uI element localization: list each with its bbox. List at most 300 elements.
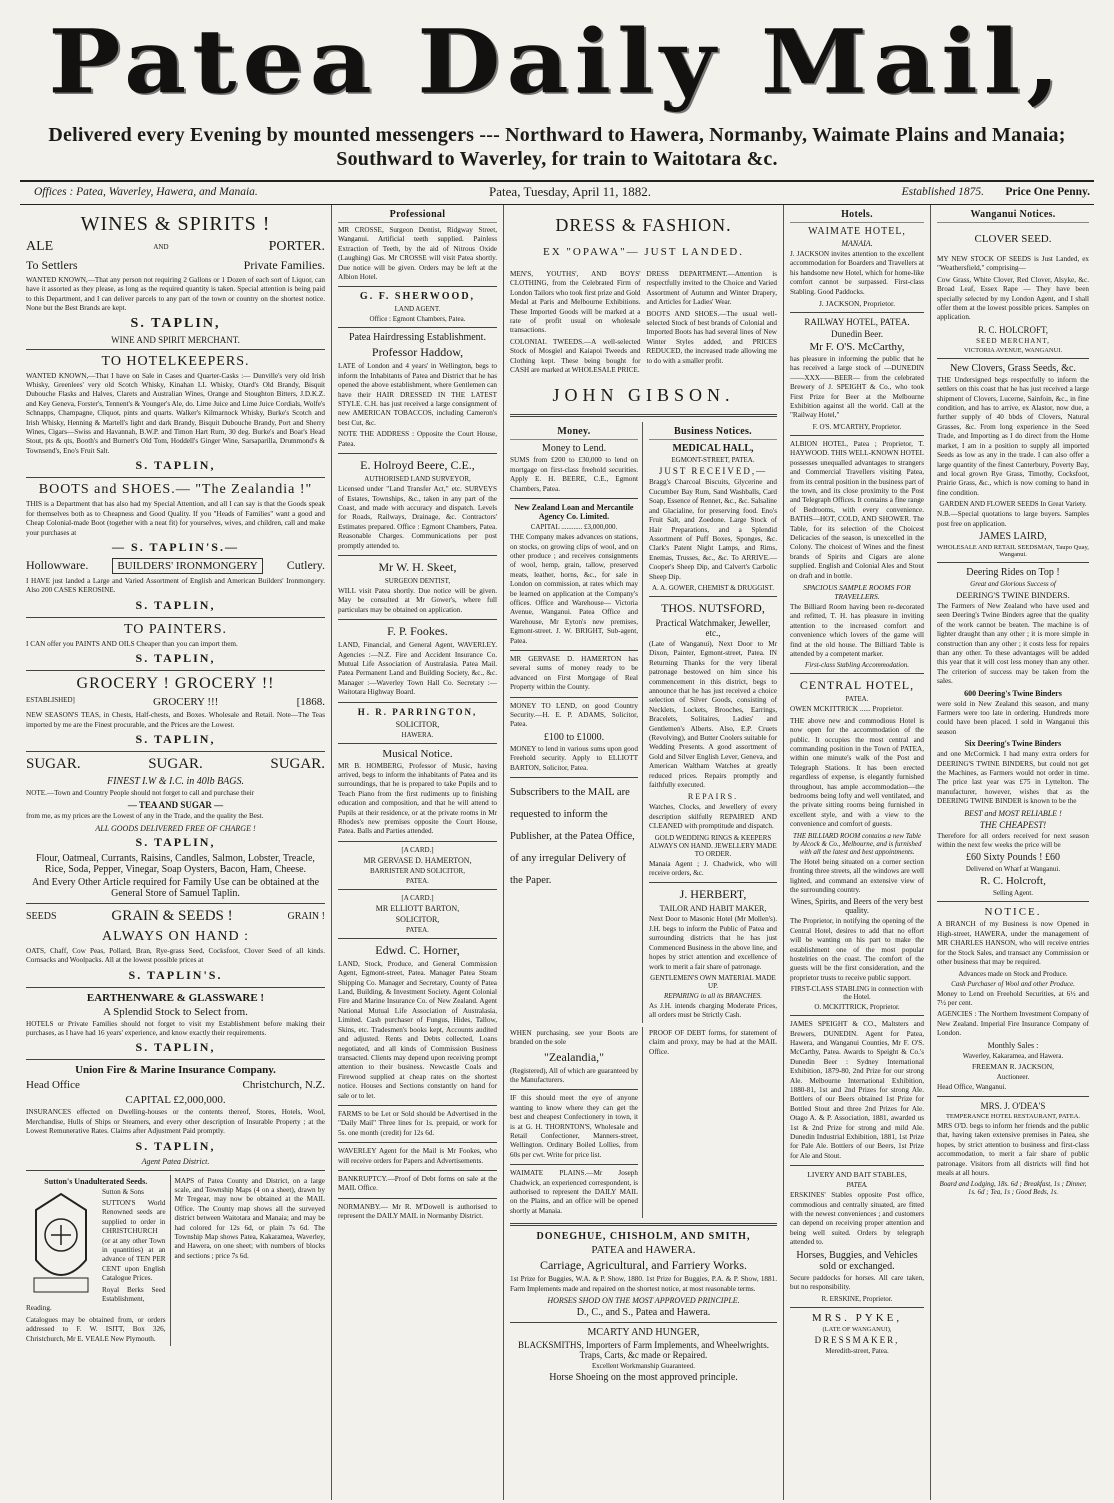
advances: Advances made on Stock and Produce. (958, 969, 1068, 978)
divider (790, 1165, 924, 1166)
crosse-text: MR CROSSE, Surgeon Dentist, Ridgway Street, Wanganui. Artificial teeth supplied. Painless Extraction of Teeth, by the aid of Nitrous Oxide (Laughing) Gas. Mr CROSSE will visit Patea shortly. Due notice will be given. Orders may be left at the Albion Hotel. (338, 226, 497, 282)
hotels-heading: Hotels. (790, 209, 924, 223)
deering-heading: Deering Rides on Top ! (966, 566, 1060, 578)
monthly-sales: Waverley, Kakaramea, and Hawera. (962, 1051, 1064, 1060)
blacksmiths-text: BLACKSMITHS, Importers of Farm Implements, and Wheelwrights. Traps, Carts, &c made or Repaired. (517, 1340, 770, 1361)
insurance-text: INSURANCES effected on Dwelling-houses or the contents thereof, Stores, Hotels, Wool, Merchandise, Hulls of Ships or Steamers, and every other description of Insurable Property ; at the Lowest Remunerative Rates. Claims after Adjustment Paid promptly. (26, 1108, 325, 1136)
haddow-text: LATE of London and 4 years' in Wellington, begs to inform the Inhabitants of Patea and District that he has opened the above establishment, where Gentlemen can have their HAIR DRESSED IN THE LATEST STYLE. C.H. has just received a large consignment of new AMERICAN TOBACCOS, including Cameron's best Cut, &c. (338, 362, 497, 427)
hamerton-name: MR GERVASE D. HAMERTON, (363, 855, 472, 865)
deering-sub: Great and Glorious Success of (970, 579, 1056, 588)
monthly-sales-heading: Monthly Sales : (987, 1040, 1039, 1050)
proof-text: PROOF OF DEBT forms, for statement of claim and proxy, may be had at the MAIL Office. (649, 1028, 777, 1056)
sums-text: SUMS from £200 to £30,000 to lend on mortgage on first-class freehold securities. Apply E. H. BEERE, C.E., Egmont Chambers, Patea. (510, 456, 638, 493)
notice-text: A BRANCH of my Business is now Opened in High-street, HAWERA, under the management of MR CHARLES HANSON, who will receive entries for the Stock Sales, and transact any Commission or other business that may be required. (937, 920, 1089, 967)
six-binders: Six Deering's Twine Binders (964, 739, 1062, 749)
sherwood-name: G. F. SHERWOOD, (359, 291, 476, 303)
column-1 (20, 205, 332, 1500)
always-on-hand: ALWAYS ON HAND : (101, 928, 250, 944)
divider (790, 312, 924, 313)
earthenware-heading: EARTHENWARE & GLASSWARE ! (86, 991, 265, 1004)
herbert-name: J. HERBERT, (679, 887, 747, 902)
cheap-text: from me, as my prices are the Lowest of any in the Trade, and the quality the Best. (26, 812, 264, 821)
gower-signature: A. A. GOWER, CHEMIST & DRUGGIST. (651, 583, 775, 592)
ale-label: ALE (26, 239, 54, 254)
money-lend: Money to Lend on Freehold Securities, at 6½ and 7½ per cent. (937, 989, 1089, 1007)
column-2 (332, 205, 504, 1500)
wines-line: Wines, Spirits, and Beers of the very best quality. (790, 897, 924, 916)
adams-money-text: MONEY TO LEND, on good Country Security.—H. E. P. ADAMS, Solicitor, Patea. (510, 701, 638, 729)
seeds-label: SEEDS (26, 910, 57, 922)
erskine-signature: R. ERSKINE, Proprietor. (821, 1294, 893, 1303)
victoria-avenue: VICTORIA AVENUE, WANGANUI. (963, 346, 1063, 354)
clovers-text: THE Undersigned begs respectfully to inform the settlers on this coast that he has just received a large shipment of Clovers, Lucerne, Sainfoin, &c., in fine condition, and has to arrive, ex Alastor, now due, a further supply of 40 bbds of Clovers, Natural Grasses, &c. From long experience in the Seed Trade, and Importing as I do direct from the Home market, I am in a position to supply all imported Seeds as low as any in the trade. I can also offer a large quantity of the finest Canterbury, Poverty Bay, and local grown Rye Grass, Timothy, Cocksfoot, Prairie Grass, &c., which is now coming to hand in fine condition. (937, 375, 1089, 497)
note-address: NOTE THE ADDRESS : Opposite the Court House, Patea. (338, 430, 497, 448)
divider (510, 1089, 638, 1090)
horner-text: LAND, Stock, Produce, and General Commission Agent, Egmont-street, Patea. Manager Patea Steam Shipping Co. Manager and Secretary, County of Patea Land, Building, & Investment Society. Agent Colonial Fire and Marine Insurance Co. of New Zealand. Agent National Mutual Life Association of Australasia, Limited. Cash purchaser of Fungus, Hides, Tallow, Skins, etc. Tradesmen's books kept, Accounts audited and adjusted. Rents and Debts collected, Loans negotiated, and all kinds of Commission Business transacted. Clients may depend upon receiving prompt attention to their business. Newcastle Coals and Firewood supplied at cheap rates on the shortest notice. Houses and Sections constantly on hand for sale or to let. (338, 959, 497, 1100)
central-text: THE above new and commodious Hotel is now open for the accommodation of the public. It occupies the most central and commanding position in the Town of PATEA, within one minute's walk of the Post and Telegraph Stations. It has been erected regardless of expense, is elegantly furnished throughout, has ample accommodation—the bedrooms being lofty and well ventilated, and the private sitting rooms being furnished in excellent style, and with a view to the convenience and comfort of guests. (790, 716, 924, 829)
sugar-row (26, 756, 325, 773)
settlers-row (26, 258, 325, 273)
opawa-line: EX "OPAWA"— JUST LANDED. (543, 246, 744, 258)
delivery-subtitle: Delivered every Evening by mounted messengers --- Northward to Hawera, Normanby, Waimate Plains and Manaia; Southward to Waverley, for train to Waitotara &c. (48, 124, 1066, 170)
divider (790, 435, 924, 436)
free-delivery: ALL GOODS DELIVERED FREE OF CHARGE ! (95, 823, 256, 833)
doneghue-heading: DONEGHUE, CHISHOLM, AND SMITH, (536, 1231, 751, 1243)
pyke-sub: (LATE OF WANGANUI), (822, 1325, 892, 1333)
sutton-heading: Sutton's Unadulterated Seeds. (44, 1176, 148, 1186)
divider (510, 1322, 777, 1323)
horse-shoeing: Horse Shoeing on the most approved principle. (549, 1372, 738, 1384)
waverley-text: WAVERLEY Agent for the Mail is Mr Fookes, who will receive orders for Papers and Advertisements. (338, 1147, 497, 1165)
capital-label: CAPITAL (125, 1094, 171, 1107)
sutton-text: SUTTON'S World Renowned seeds are supplied to order in CHRISTCHURCH (or at any other Town in quantities) at an advance of TEN PER CENT upon English Catalogue Prices. (102, 1199, 166, 1283)
hotels-text: HOTELS or Private Families should not forget to visit my Establishment before making their purchases, as I have had 16 years' experience, and know exactly their requirements. (26, 1019, 325, 1037)
taplin-signature-7: S. TAPLIN, (135, 1040, 216, 1055)
divider (26, 987, 325, 988)
billiard-room-line: THE BILLIARD ROOM contains a new Table by Alcock & Co., Melbourne, and is furnished with all the latest and best appointments. (792, 831, 922, 856)
jackson-name: FREEMAN R. JACKSON, (971, 1061, 1055, 1071)
wedding-rings: GOLD WEDDING RINGS & KEEPERS ALWAYS ON HAND. JEWELLERY MADE TO ORDER. (649, 833, 777, 858)
builders-box: BUILDERS' IRONMONGERY (112, 558, 262, 574)
divider (510, 414, 777, 417)
sixty-pounds: £60 Sixty Pounds ! £60 (966, 852, 1060, 864)
zealandia-text: WHEN purchasing, see your Boots are branded on the sole (510, 1028, 638, 1047)
horses-shod: HORSES SHOD ON THE MOST APPROVED PRINCIPLE. (547, 1296, 740, 1306)
pyke-name: MRS. PYKE, (811, 1311, 903, 1324)
parrington-name: H. R. PARRINGTON, (357, 706, 478, 717)
clover-seed-heading: CLOVER SEED. (974, 233, 1052, 245)
temperance-hotel: TEMPERANCE HOTEL RESTAURANT, PATEA. (945, 1112, 1081, 1120)
mckittrick-signature: O. MCKITTRICK, Proprietor. (814, 1003, 900, 1012)
zealandia-brand: "Zealandia," (543, 1049, 605, 1064)
taplin-signature-2: S. TAPLIN, (135, 458, 216, 473)
divider (338, 1198, 497, 1199)
every-article: And Every Other Article required for Family Use can be obtained at the General Store of Samuel Taplin. (31, 876, 320, 899)
erskine-text: ERSKINES' Stables opposite Post office, commodious and centrally situated, are fitted with the newest conveniences ; and customers can depend on receiving proper attention and being well suited. Orders by telegraph attended to. (790, 1191, 924, 1247)
column-5 (931, 205, 1095, 1500)
money-to-lend: Money to Lend. (541, 443, 607, 455)
taplin-signature-4: S. TAPLIN, (135, 651, 216, 666)
tweeds-text: COLONIAL TWEEDS.—A well-selected Stock of Mosgiel and Kaiapoi Tweeds and Clothing kept. These being bought for CASH are marked at WHOLESALE PRICE. (510, 337, 641, 375)
gower-text: Bragg's Charcoal Biscuits, Glycerine and Cucumber Bay Rum, Sand Washballs, Card Soap, Essence of Rennet, &c., &c. Salsaline and Glacialine, for preserving food. Eno's Fruit Salt, and Zoedone. Large Stock of Hair Preparations, and a Splendid Assortment of Puff Boxes, Sponges, &c. Clark's Patent Night Lamps, and Rims, Enemas, Trusses, &c., &c. To ARRIVE.—Cooper's Sheep Dip, and Calvert's Carbolic Sheep Dip. (649, 478, 777, 581)
painters-text: I CAN offer you PAINTS AND OILS Cheaper than you can import them. (26, 639, 238, 648)
sutton-crest-icon (26, 1190, 96, 1300)
patea-hawera: PATEA and HAWERA. (591, 1244, 696, 1257)
christchurch-label: Christchurch, N.Z. (242, 1079, 325, 1092)
hamerton-sub: BARRISTER AND SOLICITOR, (370, 866, 465, 875)
divider (338, 702, 497, 703)
taplin-signature: S. TAPLIN, (130, 315, 221, 331)
seeds-list: Cow Grass, White Clover, Red Clover, Alsyke, &c. Broad Leaf, Essex Rape — They have been specially selected by my London Agent, and I shall offer them at the lowest possible prices. Samples on application. (937, 275, 1089, 322)
divider (338, 327, 497, 328)
repairs-text: Watches, Clocks, and Jewellery of every description skilfully REPAIRED AND CLEANED with promptitude and dispatch. (649, 803, 777, 831)
laird-name: JAMES LAIRD, (979, 530, 1047, 542)
grocery-sub: GROCERY !!! (153, 696, 219, 709)
patea-label-2: PATEA. (406, 925, 429, 934)
twine-text: The Farmers of New Zealand who have used and seen Deering's Twine Binders agree that the quality of the work cannot be beaten. The machine is of lighter draught than any other ; it is more simple in construction than any other ; it costs less for repairs than any other. To these advantages will be added this year that it will cost less money than any other. The criterion of success may be taken from the sales. (937, 601, 1089, 686)
musical-heading: Musical Notice. (382, 747, 453, 760)
dressmaker: DRESSMAKER, (814, 1334, 900, 1345)
card-label-2: [A CARD.] (401, 893, 434, 902)
musical-text: MR B. HOMBERG, Professor of Music, having arrived, begs to inform the inhabitants of Patea and its surroundings, that he is prepared to take Pupils and to Teach Piano from the first rudiments up to finishing education and composition, and that he will attend to Pupils at their residence, or at the private rooms in Mr Rhodes's new premises opposite the Court House, Patea. Balls and Parties attended. (338, 761, 497, 836)
masthead (0, 0, 1114, 200)
divider (338, 1105, 497, 1106)
wanganui-heading: Wanganui Notices. (937, 209, 1089, 223)
cheapest: THE CHEAPEST! (979, 819, 1047, 830)
railway-hotel: RAILWAY HOTEL, PATEA. (804, 317, 910, 328)
new-clovers: New Clovers, Grass Seeds, &c. (950, 362, 1076, 374)
subscribers-notice: Subscribers to the MAIL are requested to inform the Publisher, at the Patea Office, of any irregular Delivery of the Paper. (510, 787, 635, 887)
divider (510, 498, 638, 499)
splendid-stock: A Splendid Stock to Select from. (103, 1005, 248, 1018)
proprietor-text: The Proprietor, in notifying the opening of the Central Hotel, desires to add that no effort will be wanting on his part to make the establishment one of the most popular hostelries on the coast. The comfort of the guests will be the first consideration, and the proprietor trusts to receive public support. (790, 917, 924, 982)
dcs-signature: D., C., and S., Patea and Hawera. (576, 1307, 711, 1319)
divider (26, 670, 325, 671)
barton-solicitor: SOLICITOR, (395, 914, 440, 924)
zealandia-registered: (Registered), All of which are guaranteed by the Manufacturers. (510, 1066, 638, 1084)
hairdressing-heading: Patea Hairdressing Establishment. (349, 332, 486, 344)
head-office: Head Office, Wanganui. (937, 1082, 1007, 1091)
prizes-text: 1st Prize for Buggies, W.A. & P. Show, 1880. 1st Prize for Buggies, P.A. & P. Show, 1881. Farm Implements made and repaired on the shortest notice, at most reasonable terms. (510, 1275, 777, 1293)
divider (790, 1307, 924, 1308)
business-heading: Business Notices. (649, 426, 777, 440)
divider (649, 596, 777, 597)
painters-heading: TO PAINTERS. (123, 621, 228, 637)
price: Price One Penny. (1005, 186, 1090, 198)
taplin-signature-5: S. TAPLIN, (135, 731, 216, 746)
divider (510, 1223, 777, 1226)
money-column (510, 422, 643, 1022)
livery-heading: LIVERY AND BAIT STABLES, (807, 1170, 907, 1180)
central-hotel: CENTRAL HOTEL, (799, 678, 915, 693)
odea-name: MRS. J. O'DEA'S (980, 1100, 1046, 1111)
boots-text: BOOTS AND SHOES.—The usual well-selected Stock of best brands of Colonial and Imported Boots has had several lines of New Winter Styles added, and PRICES REDUCED, the increased trade allowing me to do with a smaller profit. (646, 309, 777, 365)
billiard-text: The Billiard Room having been re-decorated and refitted, T. H. has pleasure in inviting attention to the increased comfort and convenience which lovers of the game will find at the old house. The Billiard Table is attended by a competent marker. (790, 602, 924, 658)
herbert-note: As J.H. intends charging Moderate Prices, all orders must be Strictly Cash. (649, 1001, 777, 1020)
divider (937, 562, 1089, 563)
catalogues-text: Catalogues may be obtained from, or orders addressed to F. W. ISITT, Box 326, Christchurch, Mr E. VEALE New Plymouth. (26, 1315, 166, 1343)
cash-purchaser: Cash Purchaser of Wool and other Produce. (951, 979, 1075, 988)
albion-text: ALBION HOTEL, Patea ; Proprietor, T. HAYWOOD. THIS WELL-KNOWN HOTEL possesses unequalled advantages to strangers and Commercial Travellers visiting Patea, from its central position in the business part of the town, and its close proximity to the Post and Telegraph Offices. It contains a fine range of Bedrooms, with every convenience. BATHS—HOT, COLD, AND SHOWER. The Table, for its selection of the Choicest Delicacies of the season, is unexcelled in the Colony. The choicest of Wines and the finest brands of Spirits and Cigars are alone supplied. English and Colonial Ales and Stout on draft and in bottle. (790, 439, 924, 580)
tea-sugar: — TEA AND SUGAR — (127, 800, 224, 811)
mccarthy-signature: F. O'S. M'CARTHY, Proprietor. (812, 422, 902, 431)
divider (26, 1059, 325, 1060)
money-business-grid (510, 422, 777, 1022)
manaia-label: MANAIA. (841, 239, 873, 248)
divider (338, 889, 497, 890)
waimate-hotel: WAIMATE HOTEL, (808, 226, 906, 237)
nutsford-text: (Late of Wanganui), Next Door to Mr Dixon, Painter, Egmont-street, Patea. IN Returning Thanks for the very liberal patronage bestowed on him since his commencement in this district, begs to announce that he has just received a choice selection of Silver Goods, consisting of Necklets, Lockets, Brooches, Earrings, Bracelets, Solitaires, Ladies' and Gentlemen's Alberts. Also, E.P. Cruets (Revolving), and Butter Coolers suitable for Wedding Presents. A good assortment of Gold and Silver English Lever, Geneva, and American Waltham Watches at greatly reduced prices. Repairs promptly and faithfully executed. (649, 639, 777, 790)
wines-heading: WINES & SPIRITS ! (80, 213, 271, 235)
patea-label: PATEA. (406, 876, 429, 885)
porter-label: PORTER. (268, 239, 325, 254)
hamerton-money-text: MR GERVASE D. HAMERTON has several sums of money ready to be advanced on First Mortgage of Real Property within the County. (510, 654, 638, 692)
crest-caption: Sutton & Sons (102, 1187, 144, 1196)
capital-amount: £2,000,000. (173, 1094, 226, 1107)
union-heading: Union Fire & Marine Insurance Company. (75, 1064, 276, 1077)
just-received: JUST RECEIVED,— (658, 466, 768, 477)
gibson-left (510, 268, 641, 377)
beere-sub: AUTHORISED LAND SURVEYOR, (364, 475, 471, 484)
grocery-heading: GROCERY ! GROCERY !! (76, 675, 275, 693)
divider (26, 617, 325, 618)
delivered-wharf: Delivered on Wharf at Wanganui. (965, 865, 1061, 874)
waimate-hotel-text: J. JACKSON invites attention to the excellent accommodation for Boarders and Travellers at his handsome new Hotel, which for home-like comfort cannot be surpassed. First-class Stabling. Good Paddocks. (790, 250, 924, 296)
medical-hall: MEDICAL HALL, (672, 443, 754, 455)
nutsford-trade: Practical Watchmaker, Jeweller, etc., (655, 617, 771, 638)
business-column (649, 422, 777, 1022)
confectionery-text: IF this should meet the eye of anyone wanting to know where they can get the best and cheapest Confectionery in town, it is at G. H. THORNTON'S, Wholesale and Retail Confectioner, Manners-street, Wellington. Ordinary Boiled Lollies, from 60s per cwt. Write for price list. (510, 1094, 638, 1159)
maps-ad (171, 1175, 325, 1347)
sample-rooms: SPACIOUS SAMPLE ROOMS FOR TRAVELLERS. (803, 582, 911, 601)
board-lodging: Board and Lodging, 18s. 6d ; Breakfast, 1s ; Dinner, 1s. 6d ; Tea, 1s ; Good Beds, 1s. (939, 1180, 1087, 1197)
taplin-signature-6: S. TAPLIN, (135, 834, 216, 849)
egmont-street: EGMONT-STREET, PATEA. (671, 456, 755, 465)
established-label: ESTABLISHED] (26, 696, 75, 705)
divider (338, 555, 497, 556)
twine-binders: DEERING'S TWINE BINDERS. (956, 589, 1070, 600)
divider (338, 453, 497, 454)
flour-list: Flour, Oatmeal, Currants, Raisins, Candles, Salmon, Lobster, Treacle, Rice, Soda, Pepper, Vinegar, Soap Oysters, Bacon, Ham, Cheese. (36, 852, 315, 875)
central-patea: PATEA. (845, 695, 869, 704)
haddow-name: Professor Haddow, (371, 345, 464, 360)
divider (26, 903, 325, 904)
divider (510, 1164, 638, 1165)
dress-heading: DRESS & FASHION. (555, 215, 732, 235)
six-binders-text: and one McCormick. I had many extra orders for DEERING'S TWINE BINDERS, but could not get the Machines, as Farmers would not order in time. The price last year was £75 in Lyttelton. The manufacturer, however, wishes that as the DEERING TWINE BINDER is known to be the (937, 750, 1089, 806)
lower-left (510, 1027, 643, 1219)
holcroft-name: R. C. HOLCROFT, (977, 324, 1049, 335)
sugar-label: SUGAR. (270, 755, 325, 772)
bags-line: FINEST I.W & I.C. in 40lb BAGS. (106, 775, 245, 787)
workmanship: Excellent Workmanship Guaranteed. (592, 1362, 695, 1371)
taplin-signature-8: S. TAPLIN, (135, 1138, 216, 1153)
boots-heading: BOOTS and SHOES.— "The Zealandia !" (38, 482, 313, 498)
therefore-text: Therefore for all orders received for next season within the next few weeks the price will be (937, 831, 1089, 850)
gibson-signature: JOHN GIBSON. (552, 385, 735, 406)
column-3 (504, 205, 784, 1500)
six-hundred-text: were sold in New Zealand this season, and many Farmers were too late in ordering. Hundreds more could have been placed. I sold in Wanganui this season (937, 699, 1089, 736)
divider (338, 743, 497, 744)
selling-agent: Selling Agent. (992, 889, 1034, 898)
sugar-label: SUGAR. (148, 755, 203, 772)
seed-merchant: SEED MERCHANT, (976, 336, 1050, 345)
grocery-row (26, 696, 325, 708)
hollowware-label: Hollowware. (26, 558, 89, 573)
divider (510, 650, 638, 651)
to-settlers: To Settlers (26, 258, 78, 272)
divider (26, 1170, 325, 1171)
divider (338, 1142, 497, 1143)
sherwood-office: Office : Egmont Chambers, Patea. (369, 315, 466, 324)
ironmongery-row (26, 558, 325, 574)
divider (26, 751, 325, 752)
head-office-row (26, 1079, 325, 1091)
notice-heading: NOTICE. (984, 906, 1042, 919)
mccarthy-name: Mr F. O'S. McCarthy, (809, 341, 905, 354)
taplins-signature: — S. TAPLIN'S.— (112, 539, 239, 554)
ironmongery-text: I HAVE just landed a Large and Varied Assortment of English and American Builders' Ironmongery. Also 200 CASES KEROSINE. (26, 576, 325, 595)
hundred-to-thousand: £100 to £1000. (543, 731, 605, 743)
offices: Offices : Patea, Waverley, Hawera, and Manaia. (34, 186, 258, 198)
waimate-text: WAIMATE PLAINS.—Mr Joseph Chadwick, an experienced correspondent, is authorised to represent the DAILY MAIL on the Plains, and an office will be opened shortly at Manaia. (510, 1169, 638, 1215)
divider (790, 1015, 924, 1016)
nzloan-capital: CAPITAL ............ £3,000,000. (530, 523, 618, 532)
odea-text: MRS O'D. begs to inform her friends and the public that, having taken extensive premises in Patea, she hopes, by strict attention to business and first-class accommodation, to merit a fair share of public patronage. Visitors from all districts will find hot meals at all hours. (937, 1121, 1089, 1177)
wanted-known-text: WANTED KNOWN,—That any person not requiring 2 Gallons or 1 Dozen of each sort of Liquor, can have it assorted as they please, as long as the required quantity is taken. Special attention is being paid to this Department, and I can deliver parcels to any part of the town or country on the shortest notice. None but the Best Brands are kept. (26, 276, 325, 313)
fookes-name: F. P. Fookes. (387, 624, 448, 639)
carriage-heading: Carriage, Agricultural, and Farriery Works. (539, 1258, 748, 1273)
agencies: AGENCIES : The Northern Investment Company of New Zealand. Imperial Fire Insurance Company of London. (937, 1010, 1089, 1038)
bankruptcy-text: BANKRUPTCY.—Proof of Debt forms on sale at the MAIL Office. (338, 1174, 497, 1193)
divider (510, 697, 638, 698)
grain-label: GRAIN ! (287, 910, 325, 922)
hotelkeepers-heading: TO HOTELKEEPERS. (101, 353, 250, 369)
private-families: Private Families. (243, 258, 325, 272)
nzloan-heading: New Zealand Loan and Mercantile Agency Co. Limited. (514, 503, 634, 522)
repairs-heading: REPAIRS. (687, 792, 739, 802)
normanby-text: NORMANBY.— Mr R. M'Dowell is authorised to represent the DAILY MAIL in Normanby District. (338, 1202, 497, 1221)
boots-text: THIS is a Department that has also had my Special Attention, and all I can say is that the Goods speak for themselves both as to Cheapness and Good Quality. If you "Heads of Families" want a good and Cheap Colonial-made Boot (together with a neat fit) for yourselves, wives, and children, call and make your purchases at (26, 500, 325, 537)
royal-berks: Royal Berks Seed Establishment, Reading. (26, 1285, 166, 1313)
skeet-text: WILL visit Patea shortly. Due notice will be given. May be consulted at Mr Gower's, where full particulars may be obtained on application. (338, 586, 497, 614)
gentlemen-material: GENTLEMEN'S OWN MATERIAL MADE UP. (650, 973, 776, 990)
divider (26, 477, 325, 478)
skeet-name: Mr W. H. Skeet, (378, 559, 457, 574)
hawera: HAWERA. (401, 730, 434, 739)
lower-grid (510, 1027, 777, 1219)
sutton-ad (26, 1175, 171, 1347)
year-label: [1868. (296, 696, 325, 709)
mens-text: MEN'S, YOUTHS', AND BOYS' CLOTHING, from the Celebrated Firm of London Tailors who took first prize and Gold Medal at Paris and Melbourne Exhibitions. These Imported Goods will be marked at a rate of profit usual on wholesale transactions. (510, 270, 641, 335)
skeet-sub: SURGEON DENTIST, (384, 576, 451, 585)
horses-buggies: Horses, Buggies, and Vehicles sold or exchanged. (796, 1249, 918, 1272)
mccarthy-text: has pleasure in informing the public that he has received a large stock of —DUNEDIN——XXX——BEER— from the celebrated Brewery of J. SPEIGHT & Co., who took First Prize for Beer at the Melbourne Exhibition against all the world. Call at the "Railway Hotel," (790, 355, 924, 420)
solicitor: SOLICITOR, (395, 719, 440, 729)
sugar-label: SUGAR. (26, 755, 81, 772)
auctioneer: Auctioneer. (996, 1072, 1030, 1081)
divider (338, 619, 497, 620)
divider (649, 882, 777, 883)
beere-name: E. Holroyd Beere, C.E., (360, 458, 475, 473)
beere-text: Licensed under "Land Transfer Act," etc. SURVEYS of Estates, Townships, &c., taken in any part of the Coast, and made with accuracy and dispatch. Levels for Roads, Railways, Drainage, &c. Contractors' Estimates prepared. Office : Egmont Chambers, Patea. Reasonable Charges. Communications per post promptly attended to. (338, 485, 497, 550)
gibson-right (647, 268, 778, 377)
nzloan-text: THE Company makes advances on stations, on stocks, on growing clips of wool, and on other produce ; and receives consignments of wool, hemp, grain, tallow, preserved meats, leather, horns, &c., for sale in London on commission, at rates which may be learned on application at the Company's offices. Office and Warehouse— Victoria Avenue, Wanganui. Patea Office and Warehouse, Mr Eyton's new premises, Egmont-street. J. W. BRIGHT, Sub-agent, Patea. (510, 533, 638, 645)
repairing-line: REPAIRING in all its BRANCHES. (663, 991, 763, 1000)
jackson-signature: J. JACKSON, Proprietor. (818, 299, 896, 309)
capital-line (26, 1094, 325, 1106)
first-class-stabling: FIRST-CLASS STABLING in connection with the Hotel. (790, 985, 924, 1002)
grain-seeds-heading: GRAIN & SEEDS ! (111, 907, 233, 924)
fookes-text: LAND, Financial, and General Agent, WAVERLEY. Agencies :—N.Z. Fire and Accident Insurance Co. Mutual Life Association of Australasia. Patea Mail. Patea Permanent Land and Building Society, &c., &c. Manager :—Waverley Town Hall Co. Secretary :—Waitotara Highway Board. (338, 641, 497, 697)
dress-text: DRESS DEPARTMENT.—Attention is respectfully invited to the Choice and Varied Assortment of Autumn and Winter Drapery, and Articles for Ladies' Wear. (646, 270, 777, 307)
hotelkeepers-text: WANTED KNOWN,—That I have on Sale in Cases and Quarter-Casks :— Dunville's very old Irish Whisky, Greenlees' very old Scotch Whisky, Kinahan LL Whisky, Otard's Old Brandy, Bisquit Dubouche Flasks and Halves, Clarets and Australian Wines, Orange and Stoughton Bitters, J.D.K.Z. and Key Geneva, Forster's, Tennent's & Younger's Ale, do. Lime Juice and Lime Juice Cordials, Wolfe's Schnapps, Champagne, Cliquot, pints and quarts. Walker's Kilmarnock Whisky, Burke's Scotch and Irish Whisky, Henning & Martell's light and dark Brandy, Bisquit Dubouche Brandy, Port and Sherry Wines, Cigars—Swiss and Havannah, B.W.P. and Timon Hart Rum, 30 deg. Burke's and Boar's Head Stout, pts & qts, Booth's and Burnett's Old Tom, Hoddell's Ginger Wine, Sarsaparilla, Drummond's & Townsend's, Eno's Fruit Salt. (26, 371, 325, 455)
herbert-trade: TAILOR AND HABIT MAKER, (659, 904, 767, 914)
divider (338, 286, 497, 287)
barton-name: MR ELLIOTT BARTON, (375, 903, 460, 913)
manaia-agent: Manaia Agent ; J. Chadwick, who will receive orders, &c. (649, 859, 777, 878)
nutsford-name: THOS. NUTSFORD, (661, 600, 765, 615)
newspaper-title: Patea Daily Mail, (48, 9, 1066, 114)
gibson-grid (510, 268, 777, 377)
taplins-signature-2: S. TAPLIN'S. (128, 967, 223, 982)
farms-text: FARMS to be Let or Sold should be Advertised in the "Daily Mail" Three lines for 1s. prepaid, or work for 5s. one month (credit) for 12s 6d. (338, 1109, 497, 1137)
garden-seeds: GARDEN AND FLOWER SEEDS In Great Variety. (939, 500, 1087, 509)
maps-text: MAPS of Patea County and District, on a large scale, and Township Maps (4 on a sheet), drawn by Mr Tregear, may now be obtained at the MAIL Office. The County map shows all the surveyed district between Waitotara and Manaia; and may be had colored for 12s 6d, or plain 7s 6d. The Township Map shows Patea, Kakaramea, Waverley, and Hawera, on one sheet; with numbers of blocks and sections ; price 7s 6d. (174, 1176, 325, 1260)
nb-text: N.B.—Special quotations to large buyers. Samples post free on application. (937, 510, 1089, 528)
dateline (20, 180, 1094, 205)
taplin-signature-3: S. TAPLIN, (135, 597, 216, 612)
money-heading: Money. (510, 426, 638, 440)
best-reliable: BEST and MOST RELIABLE ! (964, 808, 1062, 818)
wine-merchant: WINE AND SPIRIT MERCHANT. (111, 334, 240, 345)
cutlery-label: Cutlery. (286, 558, 325, 573)
divider (937, 358, 1089, 359)
card-label: [A CARD.] (401, 845, 434, 854)
land-agent: LAND AGENT. (394, 305, 441, 314)
ale-porter-row (26, 239, 325, 255)
six-hundred: 600 Deering's Twine Binders (964, 688, 1062, 698)
issue-date: Patea, Tuesday, April 11, 1882. (489, 184, 651, 199)
lower-right (649, 1027, 777, 1219)
divider (338, 841, 497, 842)
oats-text: OATS, Chaff, Cow Peas, Pollard, Bran, Rye-grass Seed, Cocksfoot, Clover Seed of all kinds. Cornsacks and Woolpacks. All at the lowest possible prices at (26, 946, 325, 965)
divider (937, 901, 1089, 902)
meredith-street: Meredith-street, Patea. (825, 1346, 889, 1355)
owen-line: OWEN MCKITTRICK ...... Proprietor. (790, 705, 903, 714)
professional-heading: Professional (338, 209, 497, 223)
holcroft-signature: R. C. Holcroft, (980, 875, 1046, 888)
sutton-block (26, 1175, 325, 1347)
grocery-text: NEW SEASON'S TEAS, in Chests, Half-chests, and Boxes. Wholesale and Retail. Note—The Teas imported by me are the Finest procurable, and the Prices are the Lowest. (26, 711, 325, 729)
clover-text: MY NEW STOCK OF SEEDS is Just Landed, ex "Weathersfield," comprising— (937, 255, 1089, 273)
head-office-label: Head Office (26, 1079, 80, 1092)
paddocks-text: Secure paddocks for horses. All care taken, but no responsibility. (790, 1273, 924, 1292)
dunedin-beer: Dunedin Beer. (831, 329, 883, 340)
mccarty-heading: MCARTY AND HUNGER, (587, 1327, 700, 1339)
horner-name: Edwd. C. Horner, (375, 942, 460, 957)
barton-money-text: MONEY to lend in various sums upon good Freehold security. Apply to ELLIOTT BARTON, Solicitor, Patea. (510, 744, 638, 772)
herbert-text: Next Door to Masonic Hotel (Mr Mollen's). J.H. begs to inform the Public of Patea and surrounding districts that he has just Commenced Business in the above line, and hopes by strict attention and excellence of work to merit a fair share of patronage. (649, 915, 777, 971)
livery-patea: PATEA. (846, 1181, 868, 1190)
column-4 (784, 205, 931, 1500)
note-text: NOTE.—Town and Country People should not forget to call and purchase their (26, 788, 255, 797)
laird-sub: WHOLESALE AND RETAIL SEEDSMAN, Taupo Quay, Wanganui. (937, 543, 1089, 558)
central-text-2: The Hotel being situated on a corner section fronting three streets, all the windows are well lighted, and command an extensive view of the surrounding country. (790, 857, 924, 894)
divider (510, 777, 638, 778)
agent-patea: Agent Patea District. (141, 1156, 210, 1166)
divider (338, 938, 497, 939)
